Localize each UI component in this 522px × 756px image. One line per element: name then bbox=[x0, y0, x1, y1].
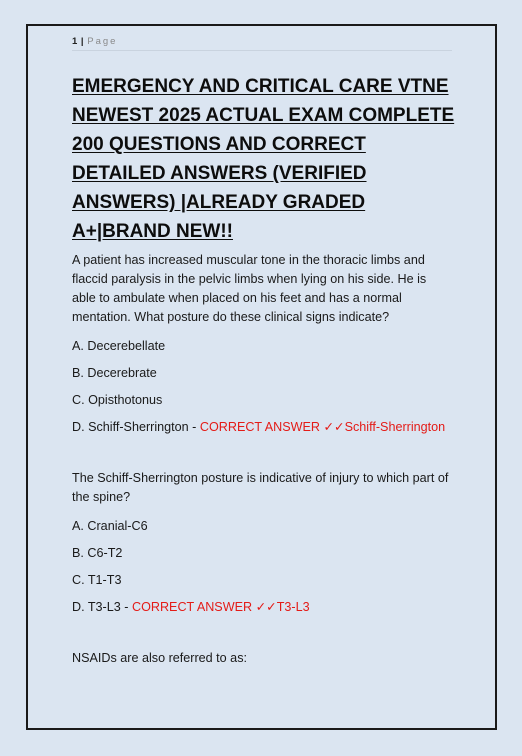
option-a: A. Cranial-C6 bbox=[72, 519, 148, 533]
correct-answer: CORRECT ANSWER ✓✓T3-L3 bbox=[131, 600, 310, 614]
page-header bbox=[72, 36, 452, 51]
document-body bbox=[72, 251, 452, 678]
option-b: B. Decerebrate bbox=[72, 366, 157, 380]
option-a: A. Decerebellate bbox=[72, 339, 166, 353]
option-b: B. C6-T2 bbox=[72, 546, 123, 560]
option-c: C. T1-T3 bbox=[72, 573, 122, 587]
option-d-label: D. T3-L3 - bbox=[72, 600, 132, 614]
page-label: Page bbox=[87, 36, 118, 47]
question-text: A patient has increased muscular tone in the thoracic limbs and flaccid paralysis in the pelvic limbs when lying on his side. He is able to ambulate when placed on his feet and has a normal mentation. What posture do these clinical signs indicate? bbox=[72, 253, 427, 324]
question-spacer bbox=[72, 625, 452, 649]
document-title: EMERGENCY AND CRITICAL CARE VTNE NEWEST 2025 ACTUAL EXAM COMPLETE 200 QUESTIONS AND CORRECT DETAILED ANSWERS (VERIFIED ANSWERS) |ALREADY GRADED A+|BRAND NEW!! bbox=[72, 76, 455, 242]
page-number: 1 bbox=[72, 36, 78, 47]
question-text: The Schiff-Sherrington posture is indicative of injury to which part of the spine? bbox=[72, 471, 449, 504]
header-separator: | bbox=[77, 36, 88, 47]
option-d bbox=[72, 418, 452, 437]
option-d-label: D. Schiff-Sherrington - bbox=[72, 420, 200, 434]
question-spacer bbox=[72, 445, 452, 469]
correct-answer: CORRECT ANSWER ✓✓Schiff-Sherrington bbox=[199, 420, 446, 434]
option-d bbox=[72, 598, 452, 617]
option-c: C. Opisthotonus bbox=[72, 393, 163, 407]
question-text: NSAIDs are also referred to as: bbox=[72, 651, 247, 665]
